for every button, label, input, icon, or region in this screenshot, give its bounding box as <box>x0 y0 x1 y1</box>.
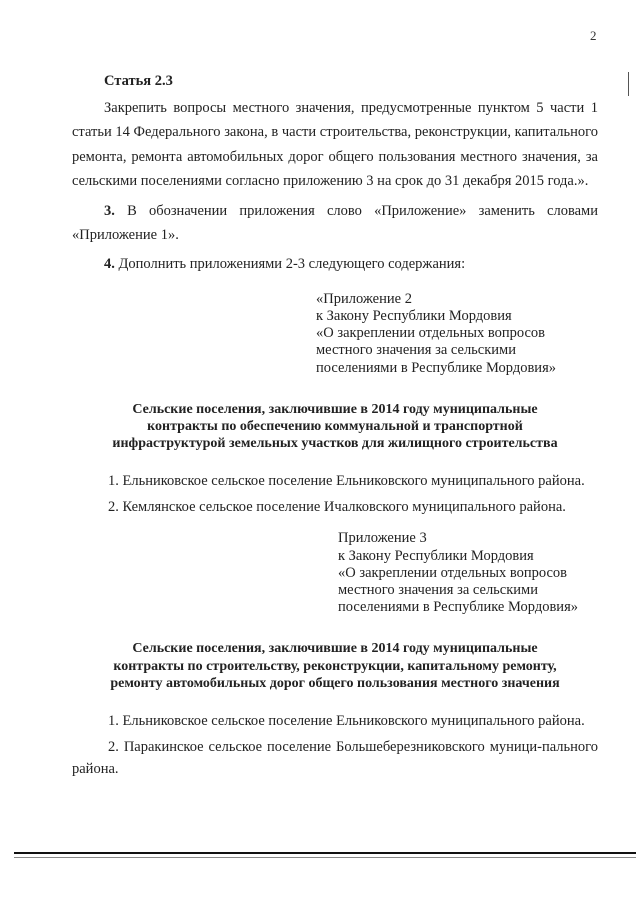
appendix-3-item: 1. Ельниковское сельское поселение Ельниковского муниципального района. <box>108 713 585 730</box>
bottom-rule-secondary <box>14 857 636 858</box>
appendix-3-line: Приложение 3 <box>338 530 427 547</box>
appendix-3-line: «О закреплении отдельных вопросов <box>338 564 567 581</box>
item-3 <box>72 199 598 248</box>
item-4-number: 4. <box>104 256 115 273</box>
appendix-3-line: местного значения за сельскими <box>338 582 538 599</box>
appendix-3-title-line: ремонту автомобильных дорог общего пользования местного значения <box>110 675 560 691</box>
article-text: Закрепить вопросы местного значения, предусмотренные пунктом 5 части 1 статьи 14 Федерального закона, в части строительства, реконструкции, капитального ремонта, ремонта автомобильных дорог общего пользования местного значения, за сельскими поселениями согласно приложению 3 на срок до 31 декабря 2015 года.». <box>72 100 598 190</box>
appendix-2-item: 1. Ельниковское сельское поселение Ельниковского муниципального района. <box>108 473 585 490</box>
appendix-3-title-line: контракты по строительству, реконструкции, капитальному ремонту, <box>113 658 557 674</box>
appendix-2-header <box>316 291 598 377</box>
appendix-2-line: поселениями в Республике Мордовия» <box>316 359 556 376</box>
appendix-2-title-line: контракты по обеспечению коммунальной и транспортной <box>147 419 523 435</box>
item-3-text: В обозначении приложения слово «Приложение» заменить словами «Приложение 1». <box>72 202 598 244</box>
appendix-2-line: «Приложение 2 <box>316 290 412 307</box>
item-3-number: 3. <box>104 202 115 219</box>
appendix-2-item: 2. Кемлянское сельское поселение Ичалковского муниципального района. <box>108 499 566 516</box>
item-4 <box>72 252 598 276</box>
appendix-3-header <box>338 530 598 616</box>
item-4-text: Дополнить приложениями 2-3 следующего содержания: <box>114 256 466 273</box>
article-heading: Статья 2.3 <box>104 73 173 89</box>
appendix-3-line: к Закону Республики Мордовия <box>338 547 534 564</box>
document-body <box>72 72 598 780</box>
appendix-2-title-line: Сельские поселения, заключившие в 2014 году муниципальные <box>132 401 538 417</box>
appendix-2-line: местного значения за сельскими <box>316 342 516 359</box>
appendix-2-line: к Закону Республики Мордовия <box>316 308 512 325</box>
scan-mark <box>628 72 629 96</box>
bottom-rule <box>14 852 636 854</box>
appendix-3-line: поселениями в Республике Мордовия» <box>338 599 578 616</box>
appendix-2-title-line: инфраструктурой земельных участков для жилищного строительства <box>112 436 558 452</box>
appendix-2-title <box>72 401 598 453</box>
appendix-3-title-line: Сельские поселения, заключившие в 2014 году муниципальные <box>132 641 538 657</box>
appendix-3-title <box>72 640 598 692</box>
appendix-3-item: 2. Паракинское сельское поселение Большеберезниковского муници-пального района. <box>72 739 598 778</box>
appendix-2-line: «О закреплении отдельных вопросов <box>316 325 545 342</box>
page-number: 2 <box>590 28 597 43</box>
